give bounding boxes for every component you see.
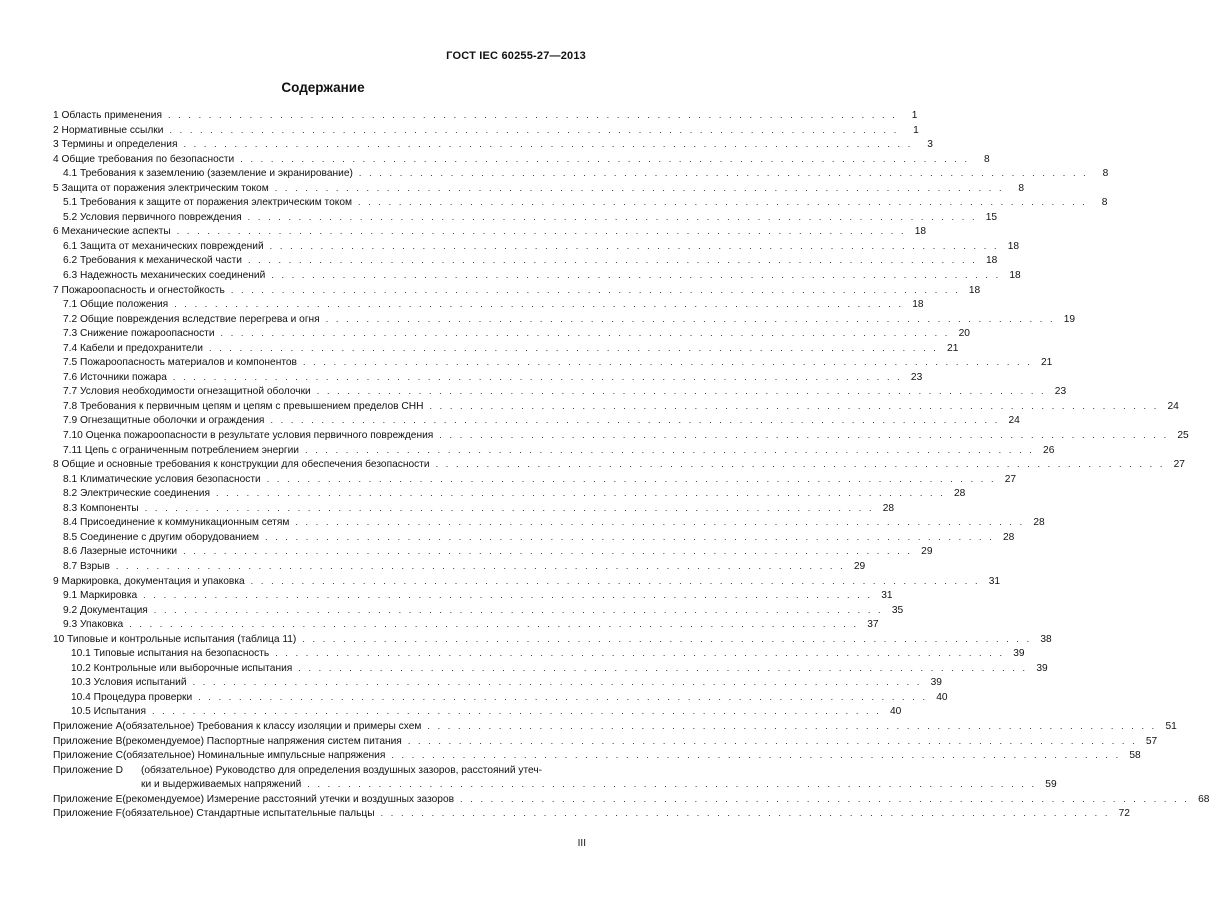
dot-leader: . . . . . . . . . . . . . . . . . . . . . . . . . . . . . . . . . . . . . . . . . . . . . . . . . . . . . . . . . . . . . . . . . . . . . . . . (270, 415, 1000, 426)
dot-leader: . . . . . . . . . . . . . . . . . . . . . . . . . . . . . . . . . . . . . . . . . . . . . . . . . . . . . . . . . . . . . . . . . . . . . . . . (298, 662, 1028, 673)
toc-entry-page: 26 (1043, 444, 1055, 456)
dot-leader: . . . . . . . . . . . . . . . . . . . . . . . . . . . . . . . . . . . . . . . . . . . . . . . . . . . . . . . . . . . . . . . . . . . . . . . . (183, 139, 913, 150)
dot-leader: . . . . . . . . . . . . . . . . . . . . . . . . . . . . . . . . . . . . . . . . . . . . . . . . . . . . . . . . . . . . . . . . . . . . . . . . (380, 808, 1110, 819)
appendix-label: Приложение F (53, 808, 122, 820)
toc-entry[interactable] (53, 560, 866, 576)
toc-entry-title: 8.2 Электрические соединения (63, 488, 210, 500)
table-of-contents (53, 110, 1209, 823)
toc-entry-title: 10.1 Типовые испытания на безопасность (71, 648, 270, 660)
toc-entry[interactable] (53, 488, 966, 503)
toc-entry-title: 7.9 Огнезащитные оболочки и ограждения (63, 415, 265, 427)
toc-entry[interactable] (53, 604, 904, 620)
dot-leader: . . . . . . . . . . . . . . . . . . . . . . . . . . . . . . . . . . . . . . . . . . . . . . . . . . . . . . . . . . . . . . . . . . . . . . . . (174, 299, 904, 310)
toc-entry-title: 6.2 Требования к механической части (63, 255, 242, 267)
appendix-title: (рекомендуемое) Паспортные напряжения систем питания (122, 735, 402, 747)
toc-entry-page: 19 (1063, 313, 1076, 325)
toc-entry[interactable] (53, 270, 1021, 285)
dot-leader: . . . . . . . . . . . . . . . . . . . . . . . . . . . . . . . . . . . . . . . . . . . . . . . . . . . . . . . . . . . . . . . . . . . . . . . . (230, 284, 961, 295)
toc-entry-title: 8 Общие и основные требования к конструкции для обеспечения безопасности (53, 459, 430, 471)
toc-entry-page: 1 (913, 124, 919, 136)
appendix-title-continuation: ки и выдерживаемых напряжений (141, 779, 302, 791)
toc-entry[interactable] (53, 400, 1179, 416)
appendix-entry[interactable] (53, 793, 1209, 809)
dot-leader: . . . . . . . . . . . . . . . . . . . . . . . . . . . . . . . . . . . . . . . . . . . . . . . . . . . . . . . . . . . . . . . . . . . . . . . . (427, 720, 1157, 731)
toc-entry[interactable] (53, 255, 998, 270)
toc-entry[interactable] (53, 371, 923, 387)
toc-entry-page: 1 (911, 110, 918, 121)
toc-entry[interactable] (53, 575, 1001, 591)
toc-entry[interactable] (53, 124, 919, 140)
toc-entry-page: 27 (1004, 473, 1017, 485)
toc-entry-page: 40 (890, 706, 902, 718)
toc-entry-title: 7.3 Снижение пожароопасности (63, 328, 215, 340)
dot-leader: . . . . . . . . . . . . . . . . . . . . . . . . . . . . . . . . . . . . . . . . . . . . . . . . . . . . . . . . . . . . . . . . . . . . . . . . (275, 648, 1005, 659)
toc-entry-page: 31 (988, 575, 1001, 587)
dot-leader: . . . . . . . . . . . . . . . . . . . . . . . . . . . . . . . . . . . . . . . . . . . . . . . . . . . . . . . . . . . . . . . . . . . . . . . . (167, 110, 898, 120)
toc-entry[interactable] (53, 648, 1025, 663)
dot-leader: . . . . . . . . . . . . . . . . . . . . . . . . . . . . . . . . . . . . . . . . . . . . . . . . . . . . . . . . . . . . . . . . . . . . . . . . (460, 793, 1190, 804)
toc-entry-title: 7.6 Источники пожара (63, 371, 167, 383)
toc-entry-title: 10.5 Испытания (71, 706, 146, 718)
dot-leader: . . . . . . . . . . . . . . . . . . . . . . . . . . . . . . . . . . . . . . . . . . . . . . . . . . . . . . . . . . . . . . . . . . . . . . . . (240, 153, 970, 164)
toc-entry-title: 1 Область применения (53, 110, 162, 121)
dot-leader: . . . . . . . . . . . . . . . . . . . . . . . . . . . . . . . . . . . . . . . . . . . . . . . . . . . . . . . . . . . . . . . . . . . . . . . . (209, 342, 939, 353)
dot-leader: . . . . . . . . . . . . . . . . . . . . . . . . . . . . . . . . . . . . . . . . . . . . . . . . . . . . . . . . . . . . . . . . . . . . . . . . (435, 459, 1165, 470)
toc-entry-title: 8.5 Соединение с другим оборудованием (63, 531, 259, 543)
toc-entry[interactable] (53, 473, 1017, 489)
dot-leader: . . . . . . . . . . . . . . . . . . . . . . . . . . . . . . . . . . . . . . . . . . . . . . . . . . . . . . . . . . . . . . . . . . . . . . . . (172, 371, 903, 382)
toc-entry-page: 23 (1054, 386, 1067, 398)
dot-leader: . . . . . . . . . . . . . . . . . . . . . . . . . . . . . . . . . . . . . . . . . . . . . . . . . . . . . . . . . . . . . . . . . . . . . . . . (151, 706, 882, 717)
toc-entry-title: 2 Нормативные ссылки (53, 124, 164, 136)
appendix-title: (обязательное) Номинальные импульсные напряжения (122, 750, 386, 762)
toc-entry-title: 7.5 Пожароопасность материалов и компонентов (63, 357, 297, 369)
toc-entry-title: 9.3 Упаковка (63, 619, 124, 631)
dot-leader: . . . . . . . . . . . . . . . . . . . . . . . . . . . . . . . . . . . . . . . . . . . . . . . . . . . . . . . . . . . . . . . . . . . . . . . . (198, 691, 928, 702)
toc-entry-page: 21 (1041, 357, 1053, 369)
toc-entry-page: 28 (1003, 531, 1015, 543)
appendix-title: (рекомендуемое) Измерение расстояний утечки и воздушных зазоров (122, 793, 455, 805)
toc-entry-page: 29 (921, 546, 933, 558)
toc-entry[interactable] (53, 226, 927, 241)
toc-entry-title: 3 Термины и определения (53, 139, 178, 151)
dot-leader: . . . . . . . . . . . . . . . . . . . . . . . . . . . . . . . . . . . . . . . . . . . . . . . . . . . . . . . . . . . . . . . . . . . . . . . . (274, 182, 1005, 193)
appendix-page: 59 (1045, 779, 1057, 791)
dot-leader: . . . . . . . . . . . . . . . . . . . . . . . . . . . . . . . . . . . . . . . . . . . . . . . . . . . . . . . . . . . . . . . . . . . . . . . . (215, 488, 946, 499)
toc-entry[interactable] (53, 502, 895, 518)
toc-entry-page: 24 (1167, 400, 1179, 412)
appendix-label: Приложение D (53, 764, 123, 776)
toc-entry-page: 18 (968, 284, 981, 296)
toc-entry-title: 6.1 Защита от механических повреждений (63, 240, 264, 252)
toc-entry-title: 5.2 Условия первичного повреждения (63, 211, 242, 223)
toc-entry[interactable] (53, 590, 893, 605)
dot-leader: . . . . . . . . . . . . . . . . . . . . . . . . . . . . . . . . . . . . . . . . . . . . . . . . . . . . . . . . . . . . . . . . . . . . . . . . (307, 779, 1037, 790)
appendix-entry[interactable] (53, 735, 1158, 751)
toc-entry-title: 7.11 Цепь с ограниченным потреблением энергии (63, 444, 299, 456)
dot-leader: . . . . . . . . . . . . . . . . . . . . . . . . . . . . . . . . . . . . . . . . . . . . . . . . . . . . . . . . . . . . . . . . . . . . . . . . (220, 328, 950, 339)
toc-entry-page: 18 (1007, 240, 1020, 252)
page-title: Содержание (281, 80, 365, 95)
appendix-label: Приложение Е (53, 793, 123, 805)
appendix-label: Приложение А (53, 720, 123, 732)
dot-leader: . . . . . . . . . . . . . . . . . . . . . . . . . . . . . . . . . . . . . . . . . . . . . . . . . . . . . . . . . . . . . . . . . . . . . . . . (305, 444, 1035, 455)
toc-entry[interactable] (53, 459, 1185, 474)
toc-entry-title: 8.7 Взрыв (63, 560, 110, 572)
toc-entry[interactable] (53, 633, 1052, 649)
toc-entry-title: 7 Пожароопасность и огнестойкость (53, 284, 225, 296)
appendix-entry[interactable] (53, 720, 1177, 736)
toc-entry-title: 7.7 Условия необходимости огнезащитной оболочки (63, 386, 311, 398)
dot-leader: . . . . . . . . . . . . . . . . . . . . . . . . . . . . . . . . . . . . . . . . . . . . . . . . . . . . . . . . . . . . . . . . . . . . . . . . (144, 502, 875, 513)
toc-entry[interactable] (53, 342, 959, 358)
toc-entry-page: 8 (983, 153, 990, 165)
toc-entry-page: 8 (1102, 168, 1109, 180)
appendix-entry[interactable] (53, 750, 1141, 765)
toc-entry-title: 10.3 Условия испытаний (71, 677, 187, 689)
dot-leader: . . . . . . . . . . . . . . . . . . . . . . . . . . . . . . . . . . . . . . . . . . . . . . . . . . . . . . . . . . . . . . . . . . . . . . . . (391, 750, 1121, 761)
toc-entry-page: 21 (947, 342, 959, 354)
toc-entry-page: 39 (1013, 648, 1025, 660)
dot-leader: . . . . . . . . . . . . . . . . . . . . . . . . . . . . . . . . . . . . . . . . . . . . . . . . . . . . . . . . . . . . . . . . . . . . . . . . (247, 211, 978, 222)
toc-entry-title: 7.2 Общие повреждения вследствие перегрева и огня (63, 313, 320, 325)
toc-entry-title: 9.2 Документация (63, 604, 148, 616)
toc-entry-page: 23 (910, 371, 923, 383)
page-number: III (577, 838, 586, 849)
toc-entry[interactable] (53, 444, 1055, 460)
toc-entry[interactable] (53, 619, 879, 634)
dot-leader: . . . . . . . . . . . . . . . . . . . . . . . . . . . . . . . . . . . . . . . . . . . . . . . . . . . . . . . . . . . . . . . . . . . . . . . . (316, 386, 1047, 397)
toc-entry[interactable] (53, 139, 933, 154)
toc-entry[interactable] (53, 313, 1076, 329)
toc-entry-title: 6.3 Надежность механических соединений (63, 270, 266, 282)
toc-entry-page: 28 (1033, 517, 1045, 529)
dot-leader: . . . . . . . . . . . . . . . . . . . . . . . . . . . . . . . . . . . . . . . . . . . . . . . . . . . . . . . . . . . . . . . . . . . . . . . . (183, 546, 913, 557)
dot-leader: . . . . . . . . . . . . . . . . . . . . . . . . . . . . . . . . . . . . . . . . . . . . . . . . . . . . . . . . . . . . . . . . . . . . . . . . (269, 240, 1000, 251)
toc-entry[interactable] (53, 284, 981, 300)
toc-entry-title: 4.1 Требования к заземлению (заземление и экранирование) (63, 168, 353, 180)
appendix-page: 72 (1118, 808, 1130, 820)
toc-entry-page: 39 (1036, 662, 1048, 674)
toc-entry[interactable] (53, 110, 918, 125)
toc-entry-title: 10 Типовые и контрольные испытания (таблица 11) (53, 633, 297, 645)
toc-entry-page: 24 (1008, 415, 1020, 427)
toc-entry-page: 27 (1173, 459, 1185, 471)
toc-entry[interactable] (53, 662, 1048, 678)
toc-entry[interactable] (53, 415, 1020, 430)
toc-entry[interactable] (53, 168, 1109, 183)
dot-leader: . . . . . . . . . . . . . . . . . . . . . . . . . . . . . . . . . . . . . . . . . . . . . . . . . . . . . . . . . . . . . . . . . . . . . . . . (358, 168, 1089, 179)
appendix-title: (обязательное) Требования к классу изоляции и примеры схем (122, 720, 422, 732)
dot-leader: . . . . . . . . . . . . . . . . . . . . . . . . . . . . . . . . . . . . . . . . . . . . . . . . . . . . . . . . . . . . . . . . . . . . . . . . (439, 430, 1169, 441)
toc-entry-page: 37 (867, 619, 879, 631)
toc-entry-title: 9 Маркировка, документация и упаковка (53, 575, 245, 587)
document-code: ГОСТ IEC 60255-27—2013 (446, 50, 586, 62)
toc-entry[interactable] (53, 546, 933, 561)
toc-entry[interactable] (53, 517, 1045, 532)
appendix-title: (обязательное) Стандартные испытательные пальцы (121, 808, 375, 820)
dot-leader: . . . . . . . . . . . . . . . . . . . . . . . . . . . . . . . . . . . . . . . . . . . . . . . . . . . . . . . . . . . . . . . . . . . . . . . . (192, 677, 922, 688)
toc-entry-title: 10.4 Процедура проверки (71, 691, 193, 703)
dot-leader: . . . . . . . . . . . . . . . . . . . . . . . . . . . . . . . . . . . . . . . . . . . . . . . . . . . . . . . . . . . . . . . . . . . . . . . . (264, 531, 995, 542)
toc-entry-page: 28 (882, 502, 895, 514)
dot-leader: . . . . . . . . . . . . . . . . . . . . . . . . . . . . . . . . . . . . . . . . . . . . . . . . . . . . . . . . . . . . . . . . . . . . . . . . (302, 357, 1033, 368)
dot-leader: . . . . . . . . . . . . . . . . . . . . . . . . . . . . . . . . . . . . . . . . . . . . . . . . . . . . . . . . . . . . . . . . . . . . . . . . (143, 590, 873, 601)
toc-entry-page: 15 (985, 211, 998, 223)
toc-entry-title: 6 Механические аспекты (53, 226, 171, 238)
toc-entry-page: 38 (1040, 633, 1052, 645)
toc-entry-title: 4 Общие требования по безопасности (53, 153, 235, 165)
toc-entry-title: 8.6 Лазерные источники (63, 546, 178, 558)
appendix-page: 51 (1165, 720, 1177, 732)
toc-entry-page: 18 (1009, 270, 1021, 282)
dot-leader: . . . . . . . . . . . . . . . . . . . . . . . . . . . . . . . . . . . . . . . . . . . . . . . . . . . . . . . . . . . . . . . . . . . . . . . . (129, 619, 859, 630)
dot-leader: . . . . . . . . . . . . . . . . . . . . . . . . . . . . . . . . . . . . . . . . . . . . . . . . . . . . . . . . . . . . . . . . . . . . . . . . (153, 604, 884, 615)
toc-entry[interactable] (53, 430, 1189, 445)
toc-entry[interactable] (53, 153, 990, 169)
toc-entry-title: 9.1 Маркировка (63, 590, 138, 602)
toc-entry-page: 20 (958, 328, 970, 340)
toc-entry-title: 8.4 Присоединение к коммуникационным сетям (63, 517, 290, 529)
dot-leader: . . . . . . . . . . . . . . . . . . . . . . . . . . . . . . . . . . . . . . . . . . . . . . . . . . . . . . . . . . . . . . . . . . . . . . . . (302, 633, 1032, 644)
toc-entry[interactable] (53, 706, 902, 721)
appendix-page: 57 (1145, 735, 1158, 747)
dot-leader: . . . . . . . . . . . . . . . . . . . . . . . . . . . . . . . . . . . . . . . . . . . . . . . . . . . . . . . . . . . . . . . . . . . . . . . . (169, 124, 899, 135)
appendix-title: (обязательное) Руководство для определения воздушных зазоров, расстояний утеч- (141, 764, 543, 776)
dot-leader: . . . . . . . . . . . . . . . . . . . . . . . . . . . . . . . . . . . . . . . . . . . . . . . . . . . . . . . . . . . . . . . . . . . . . . . . (266, 473, 997, 484)
toc-entry[interactable] (53, 357, 1053, 372)
toc-entry-title: 5 Защита от поражения электрическим током (53, 182, 269, 194)
dot-leader: . . . . . . . . . . . . . . . . . . . . . . . . . . . . . . . . . . . . . . . . . . . . . . . . . . . . . . . . . . . . . . . . . . . . . . . . (271, 270, 1001, 281)
toc-entry-page: 25 (1177, 430, 1189, 442)
toc-entry-page: 8 (1101, 197, 1108, 209)
toc-entry[interactable] (53, 386, 1067, 401)
toc-entry-page: 40 (936, 691, 948, 703)
toc-entry[interactable] (53, 299, 924, 314)
toc-entry[interactable] (53, 240, 1020, 256)
toc-entry[interactable] (53, 328, 970, 343)
toc-entry-title: 8.3 Компоненты (63, 502, 139, 514)
dot-leader: . . . . . . . . . . . . . . . . . . . . . . . . . . . . . . . . . . . . . . . . . . . . . . . . . . . . . . . . . . . . . . . . . . . . . . . . (295, 517, 1025, 528)
toc-entry-page: 18 (985, 255, 998, 267)
appendix-entry[interactable] (53, 765, 589, 780)
appendix-page: 58 (1129, 750, 1141, 762)
toc-entry-page: 31 (881, 590, 893, 602)
toc-entry[interactable] (53, 691, 948, 707)
toc-entry-title: 7.10 Оценка пожароопасности в результате условия первичного повреждения (63, 430, 434, 442)
dot-leader: . . . . . . . . . . . . . . . . . . . . . . . . . . . . . . . . . . . . . . . . . . . . . . . . . . . . . . . . . . . . . . . . . . . . . . . . (358, 197, 1088, 208)
appendix-page: 68 (1198, 793, 1209, 805)
toc-entry-page: 3 (927, 139, 933, 151)
toc-entry[interactable] (53, 677, 942, 692)
appendix-label: Приложение С (53, 750, 123, 762)
appendix-entry[interactable] (53, 808, 1130, 823)
toc-entry-page: 18 (914, 226, 927, 238)
dot-leader: . . . . . . . . . . . . . . . . . . . . . . . . . . . . . . . . . . . . . . . . . . . . . . . . . . . . . . . . . . . . . . . . . . . . . . . . (407, 735, 1138, 746)
toc-entry-title: 7.4 Кабели и предохранители (63, 342, 204, 354)
dot-leader: . . . . . . . . . . . . . . . . . . . . . . . . . . . . . . . . . . . . . . . . . . . . . . . . . . . . . . . . . . . . . . . . . . . . . . . . (250, 575, 981, 586)
dot-leader: . . . . . . . . . . . . . . . . . . . . . . . . . . . . . . . . . . . . . . . . . . . . . . . . . . . . . . . . . . . . . . . . . . . . . . . . (325, 313, 1056, 324)
toc-entry[interactable] (53, 182, 1025, 198)
toc-entry-page: 28 (954, 488, 966, 500)
toc-entry-page: 29 (853, 560, 866, 572)
toc-entry[interactable] (53, 211, 998, 227)
dot-leader: . . . . . . . . . . . . . . . . . . . . . . . . . . . . . . . . . . . . . . . . . . . . . . . . . . . . . . . . . . . . . . . . . . . . . . . . (429, 400, 1159, 411)
dot-leader: . . . . . . . . . . . . . . . . . . . . . . . . . . . . . . . . . . . . . . . . . . . . . . . . . . . . . . . . . . . . . . . . . . . . . . . . (176, 226, 907, 237)
toc-entry[interactable] (53, 531, 1015, 547)
toc-entry-title: 7.8 Требования к первичным цепям и цепям с превышением пределов СНН (63, 400, 424, 412)
appendix-label: Приложение В (53, 735, 123, 747)
dot-leader: . . . . . . . . . . . . . . . . . . . . . . . . . . . . . . . . . . . . . . . . . . . . . . . . . . . . . . . . . . . . . . . . . . . . . . . . (115, 560, 846, 571)
toc-entry-page: 8 (1018, 182, 1025, 194)
toc-entry-title: 7.1 Общие положения (63, 299, 169, 311)
toc-entry-title: 5.1 Требования к защите от поражения электрическим током (63, 197, 353, 209)
toc-entry-title: 8.1 Климатические условия безопасности (63, 473, 261, 485)
toc-entry-page: 18 (912, 299, 924, 311)
dot-leader: . . . . . . . . . . . . . . . . . . . . . . . . . . . . . . . . . . . . . . . . . . . . . . . . . . . . . . . . . . . . . . . . . . . . . . . . (247, 255, 978, 266)
appendix-entry-continuation[interactable] (53, 779, 1057, 794)
toc-entry-page: 35 (891, 604, 904, 616)
toc-entry-title: 10.2 Контрольные или выборочные испытания (71, 662, 293, 674)
toc-entry[interactable] (53, 197, 1108, 212)
toc-entry-page: 39 (930, 677, 942, 689)
